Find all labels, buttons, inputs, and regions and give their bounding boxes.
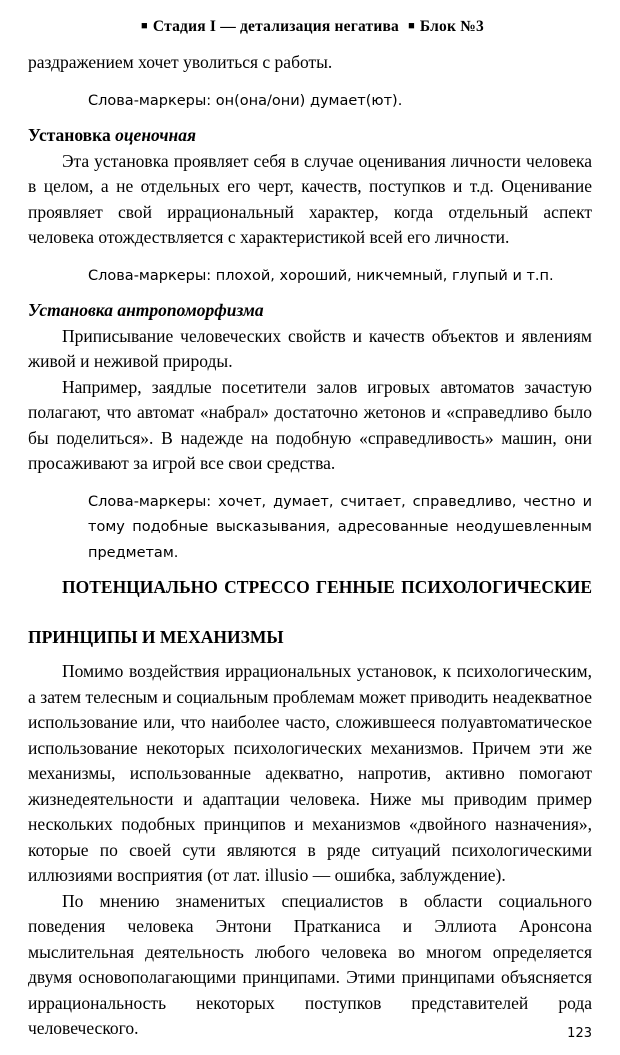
running-head-part-left: Стадия I [152, 18, 217, 35]
markers-text-2: Слова-маркеры: плохой, хороший, никчемный, глупый и т.п. [88, 267, 554, 284]
paragraph-body-1: Помимо воздействия иррациональных установок, к психологическим, а затем телесным и социальным проблемам может приводить неадекватное использование или, что наиболее часто, сложившееся полуавтоматическое использование некоторых психологических механизмов. Причем эти же механизмы, использованные адекватно, напротив, активно помогают жизнедеятельности и адаптации человека. Ниже мы приводим пример нескольких подобных принципов и механизмов «двойного назначения», которые по своей сути являются в ряде ситуаций психологическими иллюзиями восприятия (от лат. illusio — ошибка, заблуждение). [28, 661, 592, 885]
running-head [28, 18, 592, 36]
spacer [28, 566, 592, 575]
setup-name-2: оценочная [115, 125, 197, 145]
setup-label-2: Установка [28, 125, 111, 145]
running-head-part-right: Блок №3 [419, 18, 484, 35]
setup-heading-3 [28, 298, 592, 324]
paragraph-setup-2: Эта установка проявляет себя в случае оценивания личности человека в целом, а не отдельных его черт, качеств, поступков и т.д. Оценивание проявляет свой иррациональный характер, когда отдельный аспект человека отождествляется с характеристикой всей его личности. [28, 150, 592, 247]
section-title-line-1: ПОТЕНЦИАЛЬНО СТРЕССО ГЕННЫЕ ПСИХОЛОГИЧЕСКИЕ [62, 577, 592, 597]
spacer [28, 477, 592, 490]
paragraph-setup-3: Приписывание человеческих свойств и качеств объектов и явлениям живой и неживой природы. [28, 325, 592, 371]
markers-block-2 [28, 264, 592, 290]
markers-block-3 [28, 490, 592, 567]
paragraph-body-2: По мнению знаменитых специалистов в области социального поведения человека Энтони Пратканиса и Эллиота Аронсона мыслительная деятельность любого человека во многом определяется двумя основополагающими принципами. Этими принципами объясняется иррациональность некоторых поступков представителей рода человеческого. [28, 890, 592, 1038]
spacer [28, 114, 592, 123]
spacer [28, 251, 592, 264]
setup-label-3: Установка [28, 300, 113, 320]
spacer [28, 289, 592, 298]
paragraph-example-3: Например, заядлые посетители залов игровых автоматов зачастую полагают, что автомат «набрал» достаточно жетонов и «справедливо было бы поделиться». В надежде на подобную «справедливость» машин, они просаживают за игрой все свои средства. [28, 376, 592, 473]
markers-block-1 [28, 89, 592, 115]
bullet-square-icon-2: ■ [408, 20, 415, 32]
section-title [28, 575, 592, 650]
running-head-dash: — [220, 18, 236, 35]
bullet-square-icon: ■ [141, 20, 148, 32]
page-number: 123 [567, 1026, 592, 1041]
setup-name-3: антропоморфизма [117, 300, 264, 320]
running-head-part-mid: детализация негатива [239, 18, 399, 35]
paragraph-continued: раздражением хочет уволиться с работы. [28, 52, 333, 72]
spacer [28, 650, 592, 659]
markers-text-1: Слова-маркеры: он(она/они) думает(ют). [88, 92, 403, 109]
section-title-line-2: ПРИНЦИПЫ И МЕХАНИЗМЫ [28, 627, 284, 647]
setup-heading-2 [28, 123, 592, 149]
spacer [28, 76, 592, 89]
markers-text-3: Слова-маркеры: хочет, думает, считает, справедливо, честно и тому подобные высказывания, адресованные неодушевленным предметам. [88, 493, 592, 561]
